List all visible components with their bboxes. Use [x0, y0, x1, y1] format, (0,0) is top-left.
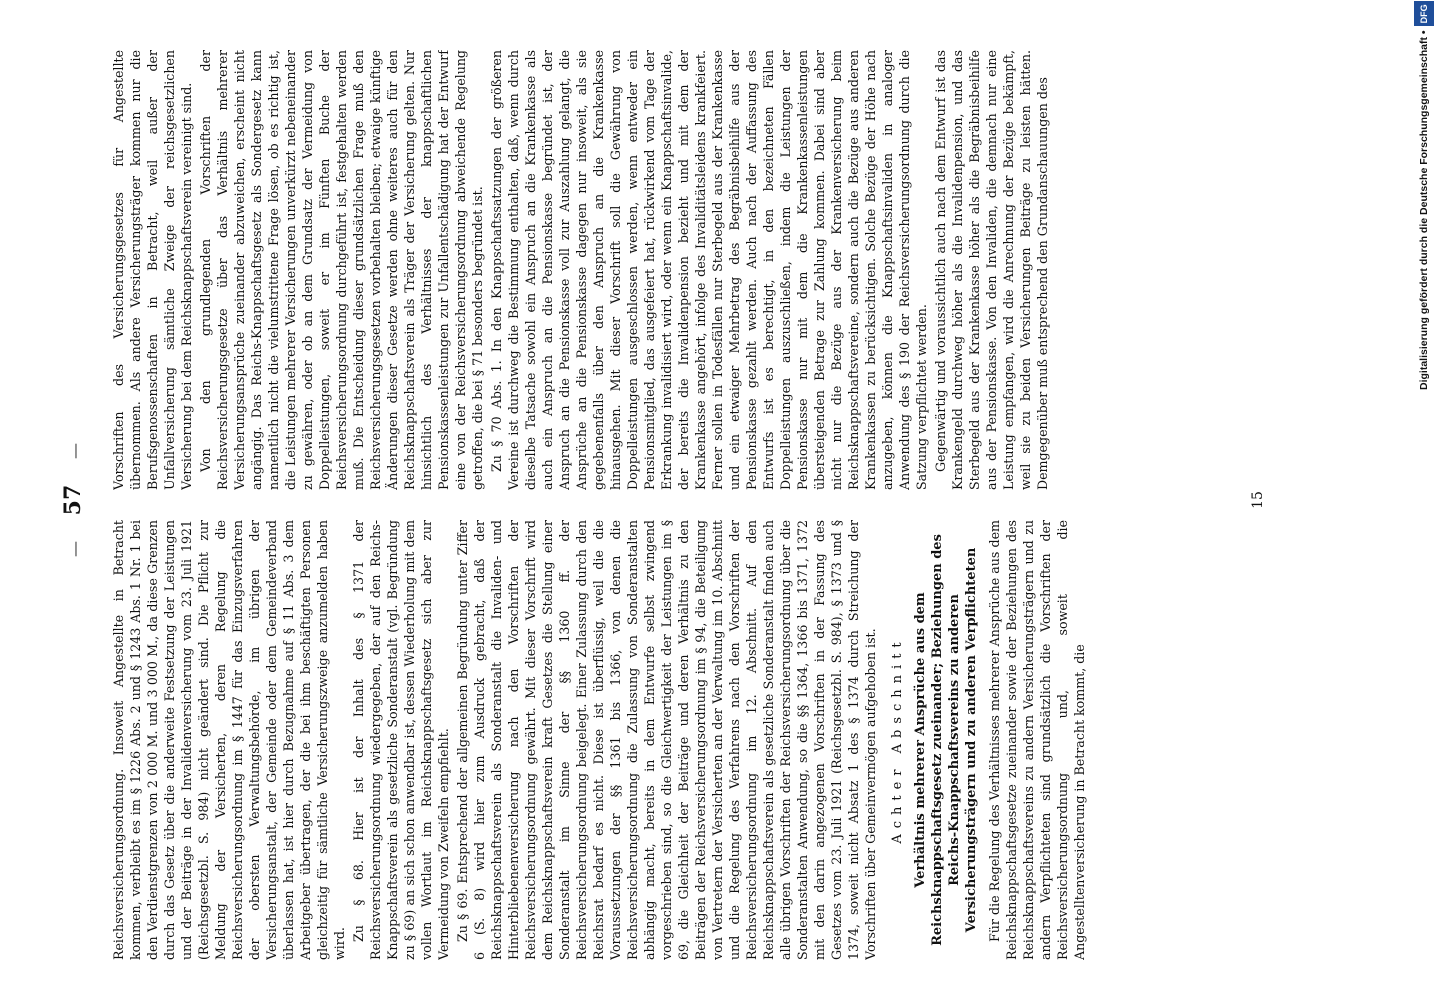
dfg-logo: DFG	[1414, 1, 1434, 26]
paragraph: Zu § 69. Entsprechend der allgemeinen Begründung unter Ziffer 6 (S. 8) wird hier zum Ausdruck gebracht, daß der Reichsknappschaftsverein als Sonderanstalt die Invaliden- und Hinterbliebenenversicherung nach den Vorschriften der Reichsversicherungsordnung gewährt. Mit dieser Vorschrift wird dem Reichsknappschaftsverein kraft Gesetzes die Stellung einer Sonderanstalt im Sinne der §§ 1360 ff. der Reichsversicherungsordnung beigelegt. Einer Zulassung durch den Reichsrat bedarf es nicht. Diese ist überflüssig, weil die die Voraussetzungen der §§ 1361 bis 1366, von denen die Reichsversicherungsordnung die Zulassung von Sonderanstalten abhängig macht, bereits in dem Entwurfe selbst zwingend vorgeschrieben sind, so die Gleichwertigkeit der Leistungen im § 69, die Gleichheit der Beiträge und deren Verhältnis zu den Beiträgen der Reichsversicherungsordnung im § 94, die Beteiligung von Vertretern der Versicherten an der Verwaltung im 10. Abschnitt und die Regelung des Verfahrens nach den Vorschriften der Reichsversicherungsordnung im 12. Abschnitt. Auf den Reichsknappschaftsverein als gesetzliche Sonderanstalt finden auch alle übrigen Vorschriften der Reichsversicherungsordnung über die Sonderanstalten Anwendung, so die §§ 1364, 1366 bis 1371, 1372 mit den darin angezogenen Vorschriften in der Fassung des Gesetzes vom 23. Juli 1921 (Reichsgesetzbl. S. 984), § 1373 und § 1374, soweit nicht Absatz 1 des § 1374 durch Streichung der Vorschriften über Gemeinvermögen aufgehoben ist.	[455, 520, 878, 960]
page-number: 57	[60, 484, 86, 516]
paragraph: Zu § 68. Hier ist der Inhalt des § 1371 der Reichsversicherungsordnung wiedergegeben, der auf den Reichs-Knappschaftsverein als gesetzliche Sonderanstalt (vgl. Begründung zu § 69) an sich schon anwendbar ist, dessen Wiederholung mit dem vollen Wortlaut im Reichsknappschaftsgesetz sich aber zur Vermeidung von Zweifeln empfiehlt.	[351, 520, 451, 960]
section-title: Achter Abschnitt	[890, 636, 905, 844]
rotated-page-content	[50, 40, 1290, 960]
scanned-page	[50, 0, 1350, 1000]
section-subtitle: Verhältnis mehrerer Ansprüche aus dem Reichsknappschaftsgesetz zueinander; Beziehungen des Reichs-Knappschaftsvereins zu anderen Versicherungsträgern und zu anderen Verpflichteten	[913, 534, 979, 946]
paragraph: Zu § 70 Abs. 1. In den Knappschaftssatzungen der größeren Vereine ist durchweg die Bestimmung enthalten, daß, wenn durch dieselbe Tatsache sowohl ein Anspruch an die Krankenkasse als auch ein Anspruch an die Pensionskasse begründet ist, der Anspruch an die Pensionskasse voll zur Auszahlung gelangt, die Ansprüche an die Pensionskasse dagegen nur insoweit, als sie gegebenenfalls über den Anspruch an die Krankenkasse hinausgehen. Mit dieser Vorschrift soll die Gewährung von Doppelleistungen ausgeschlossen werden, wenn entweder ein Pensionsmitglied, das ausgefeiert hat, rückwirkend vom Tage der Erkrankung invalidisiert wird, oder wenn ein Knappschaftsinvalide, der bereits die Invalidenpension bezieht und mit dem der Krankenkasse angehört, infolge des Invaliditätsleidens krankfeiert. Ferner sollen in Todesfällen nur Sterbegeld aus der Krankenkasse und ein etwaiger Mehrbetrag des Begräbnisbeihilfe aus der Pensionskasse gezahlt werden. Auch nach der Auffassung des Entwurfs ist es berechtigt, in den bezeichneten Fällen Doppelleistungen auszuschließen, indem die Leistungen der Pensionskasse nur mit dem die Krankenkassenleistungen übersteigenden Betrage zur Zahlung kommen. Dabei sind aber nicht nur die Bezüge aus der Krankenversicherung beim Reichsknappschaftsvereine, sondern auch die Bezüge aus anderen Krankenkassen zu berücksichtigen. Solche Bezüge der Höhe nach anzugeben, können die Knappschaftsinvaliden in analoger Anwendung des § 190 der Reichsversicherungsordnung durch die Satzung verpflichtet werden.	[489, 50, 929, 490]
left-column	[110, 520, 1270, 960]
paragraph: Für die Regelung des Verhältnisses mehrerer Ansprüche aus dem Reichsknappschaftsgesetze zueinander sowie der Beziehungen des Reichsknappschaftsvereins zu andern Versicherungsträgern und zu andern Verpflichteten sind grundsätzlich die Vorschriften der Reichsversicherungsordnung und, soweit die Angestelltenversicherung in Betracht kommt, die	[987, 520, 1087, 960]
right-column	[110, 50, 1270, 490]
folio-number: 15	[1250, 491, 1266, 509]
paragraph: Vorschriften des Versicherungsgesetzes für Angestellte übernommen. Als andere Versicherungsträger kommen nur die Berufsgenossenschaften in Betracht, weil außer der Unfallversicherung sämtliche Zweige der reichsgesetzlichen Versicherung bei dem Reichsknappschaftsverein vereinigt sind.	[111, 50, 194, 490]
paragraph: Von den grundlegenden Vorschriften der Reichsversicherungsgesetze über das Verhältnis mehrerer Versicherungsansprüche zueinander abzuweichen, erscheint nicht angängig. Das Reichs-Knappschaftsgesetz als Sondergesetz kann namentlich nicht die vielumstrittene Frage lösen, ob es richtig ist, die Leistungen mehrerer Versicherungen unverkürzt nebeneinander zu gewähren, oder ob an dem Grundsatz der Vermeidung von Doppelleistungen, soweit er im Fünften Buche der Reichsversicherungsordnung durchgeführt ist, festgehalten werden muß. Die Entscheidung dieser grundsätzlichen Frage muß den Reichsversicherungsgesetzen vorbehalten bleiben; etwaige künftige Änderungen dieser Gesetze werden ohne weiteres auch für den Reichsknappschaftsverein als Träger der Versicherung gelten. Nur hinsichtlich des Verhältnisses der knappschaftlichen Pensionskassenleistungen zur Unfallentschädigung hat der Entwurf eine von der Reichsversicherungsordnung abweichende Regelung getroffen, die bei § 71 besonders begründet ist.	[198, 50, 485, 490]
page-header: — 57 —	[60, 443, 86, 557]
digitization-credit	[1410, 0, 1434, 1000]
credit-text: Digitalisierung gefördert durch die Deutsche Forschungsgemeinschaft •	[1418, 30, 1430, 390]
paragraph: Reichsversicherungsordnung. Insoweit Angestellte in Betracht kommen, verbleibt es im § 1226 Abs. 2 und § 1243 Abs. 1 Nr. 1 bei den Verdienstgrenzen von 2 000 M. und 3 000 M., da diese Grenzen durch das Gesetz über die anderweite Festsetzung der Leistungen und der Beiträge in der Invalidenversicherung vom 23. Juli 1921 (Reichsgesetzbl. S. 984) nicht geändert sind. Die Pflicht zur Meldung der Versicherten, deren Regelung die Reichsversicherungsordnung im § 1447 für das Einzugsverfahren der obersten Verwaltungsbehörde, im übrigen der Versicherungsanstalt, der Gemeinde oder dem Gemeindeverband überlassen hat, ist hier durch Bezugnahme auf § 11 Abs. 3 dem Arbeitgeber übertragen, der die bei ihm beschäftigten Personen gleichzeitig für sämtliche Versicherungszweige anzumelden haben wird.	[111, 520, 347, 960]
paragraph: Gegenwärtig und voraussichtlich auch nach dem Entwurf ist das Krankengeld durchweg höher als die Invalidenpension, und das Sterbegeld aus der Krankenkasse höher als die Begräbnisbeihilfe aus der Pensionskasse. Von den Invaliden, die demnach nur eine Leistung empfangen, wird die Anrechnung der Bezüge bekämpft, weil sie zu beiden Versicherungen Beiträge zu leisten hätten. Demgegenüber muß entsprechend den Grundanschauungen des	[933, 50, 1050, 490]
